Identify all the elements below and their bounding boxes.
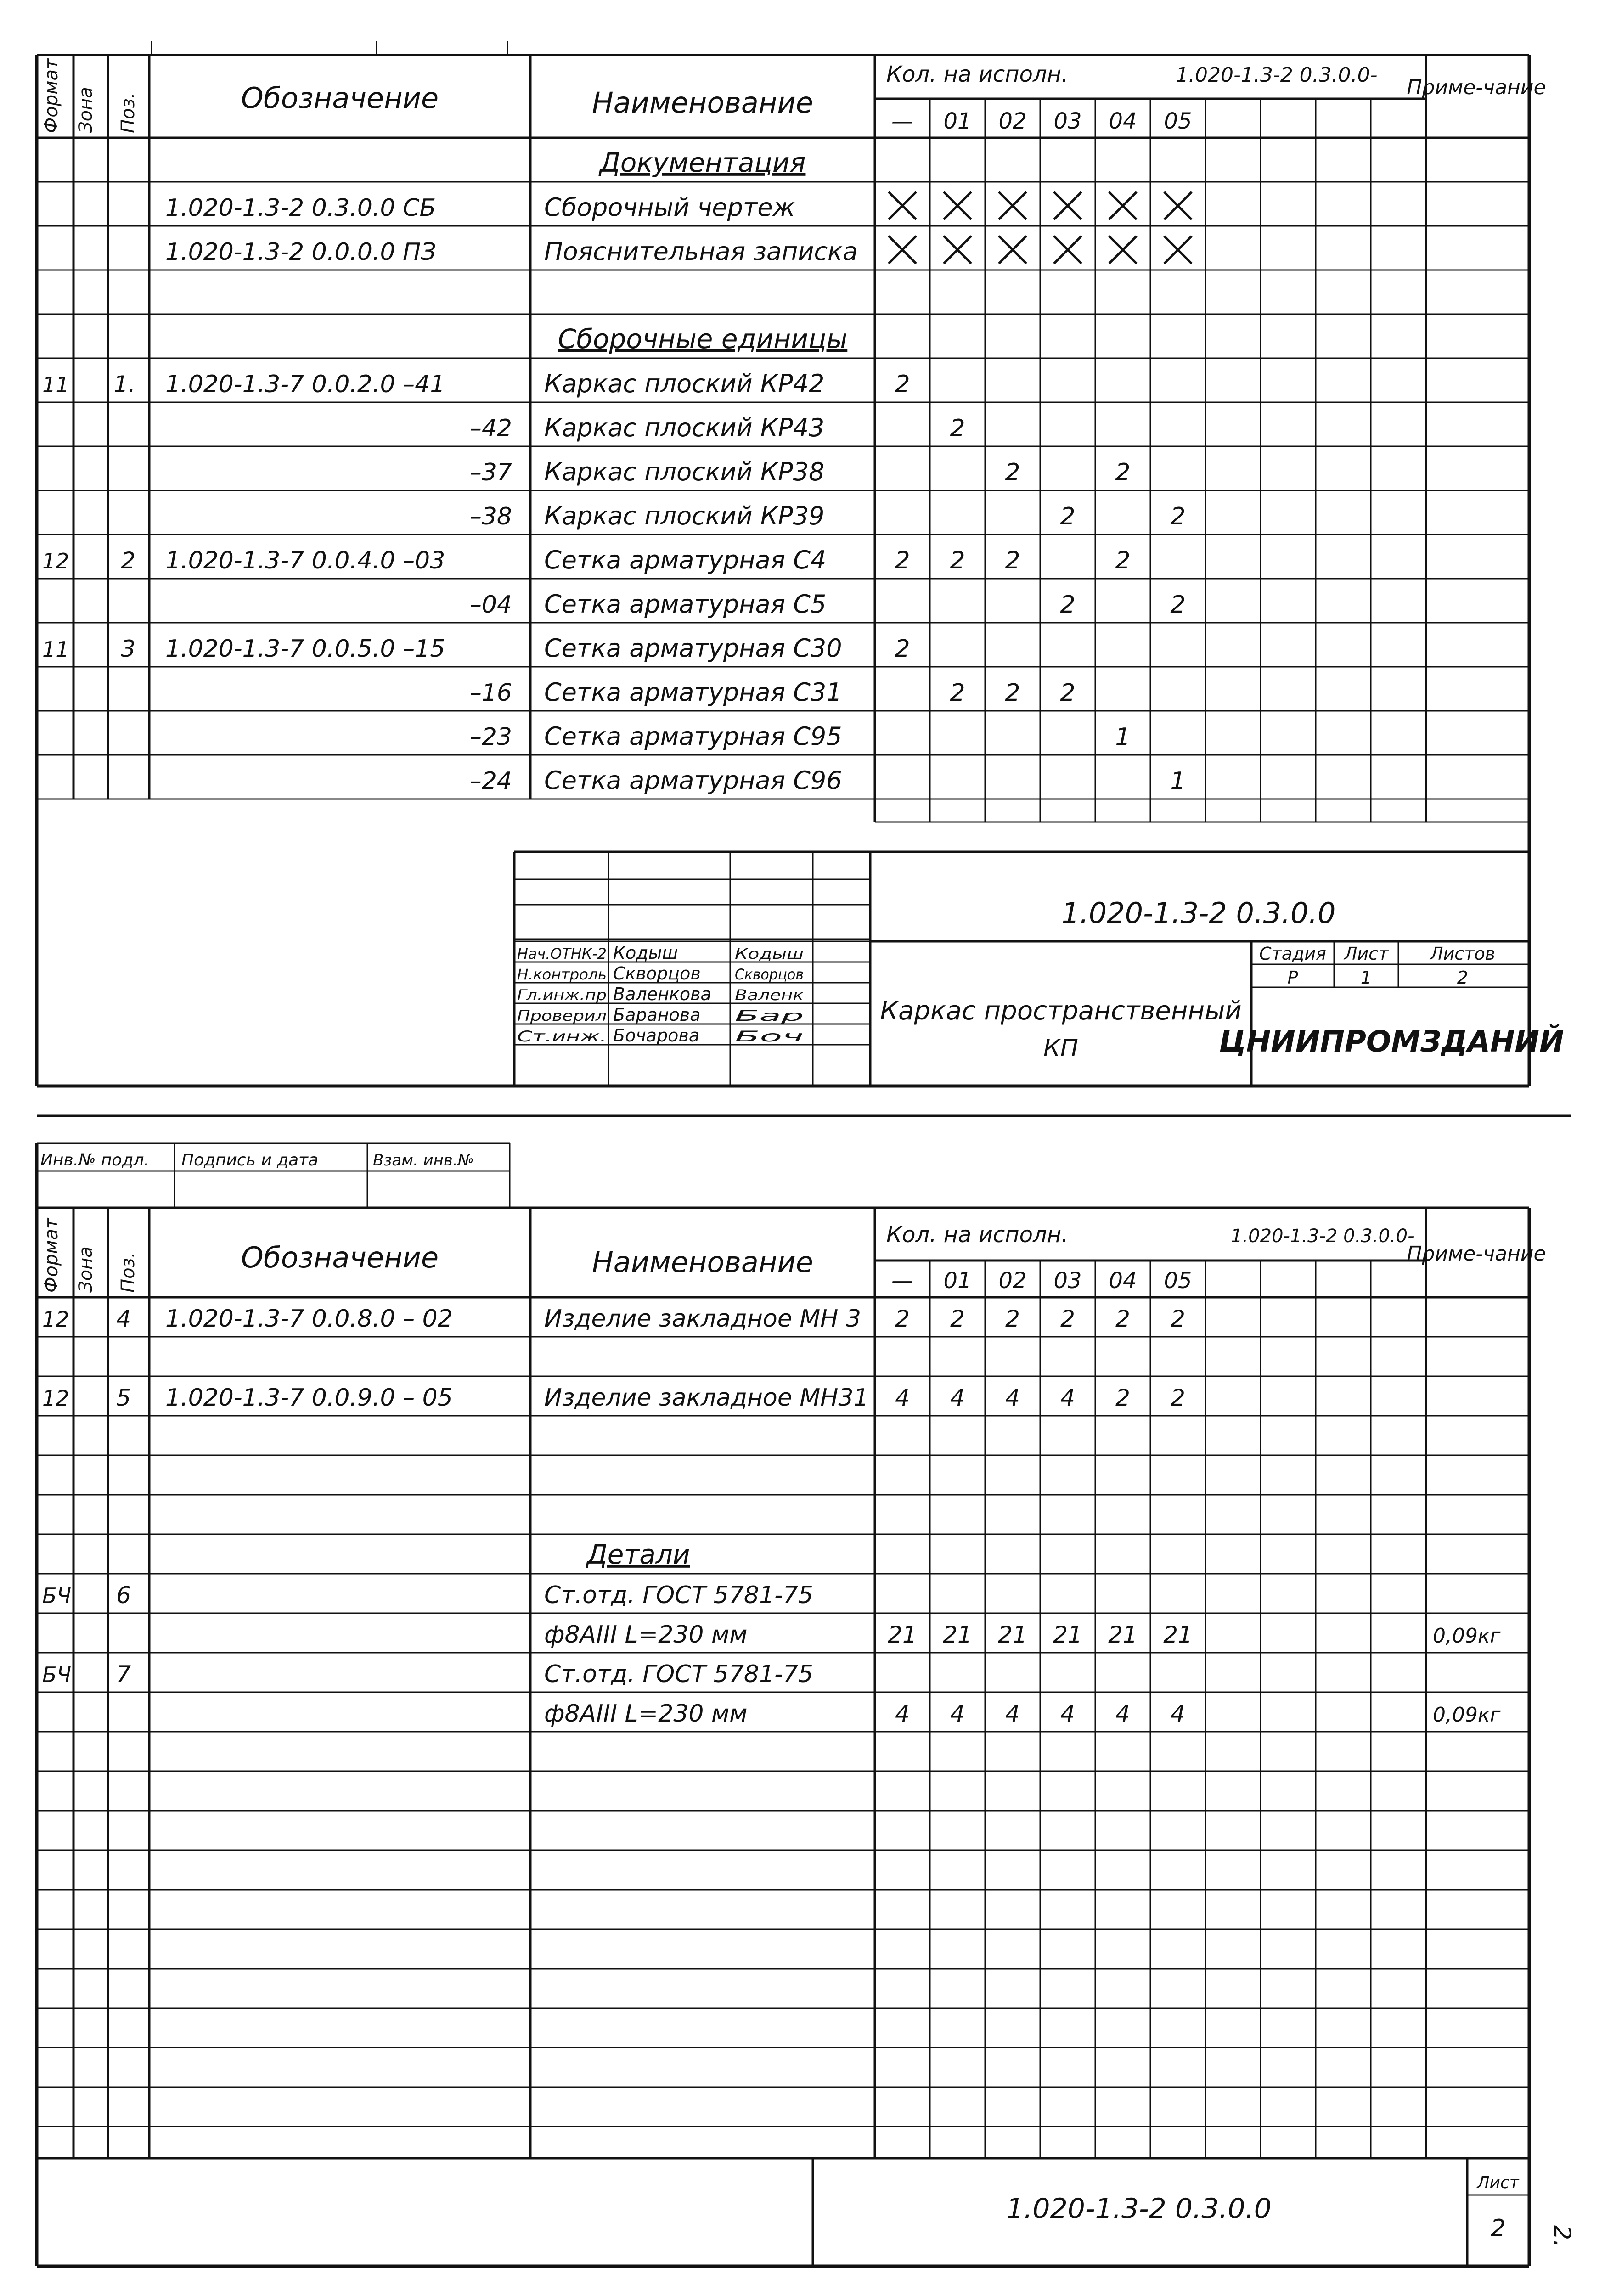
row-name: Сетка арматурная С30 bbox=[544, 634, 842, 663]
row-qty: 4 bbox=[1005, 1700, 1020, 1727]
stamp-role: Гл.инж.пр bbox=[517, 986, 607, 1004]
table-texts bbox=[40, 58, 1576, 2247]
header-name: Наименование bbox=[592, 1245, 813, 1279]
header-name: Наименование bbox=[592, 86, 813, 119]
row-qty: 2 bbox=[1060, 1306, 1075, 1332]
row-qty: 2 bbox=[1005, 679, 1020, 707]
stamp-title-2: КП bbox=[1043, 1035, 1079, 1062]
row-qty: 21 bbox=[943, 1621, 972, 1648]
stamp-role: Н.контроль bbox=[517, 966, 607, 983]
row-pos: 5 bbox=[116, 1384, 131, 1411]
stamp-stage: Р bbox=[1287, 968, 1298, 988]
stamp-org: ЦНИИПРОМЗДАНИЙ bbox=[1219, 1025, 1564, 1059]
row-note: 0,09кг bbox=[1433, 1624, 1501, 1648]
row-qty: 4 bbox=[1060, 1384, 1075, 1411]
stamp-sheet: 2 bbox=[1490, 2215, 1506, 2242]
row-designation: 1.020-1.3-2 0.3.0.0 СБ bbox=[165, 194, 436, 222]
row-qty: 21 bbox=[888, 1621, 917, 1648]
side-sign-label: Подпись и дата bbox=[181, 1151, 319, 1170]
row-qty: 4 bbox=[950, 1700, 965, 1727]
row-format: 12 bbox=[42, 549, 69, 574]
header-variant: 02 bbox=[998, 1268, 1027, 1294]
header-pos: Поз. bbox=[118, 92, 139, 133]
row-qty: 2 bbox=[950, 1306, 965, 1332]
header-designation: Обозначение bbox=[241, 81, 439, 115]
row-designation: –23 bbox=[469, 723, 512, 751]
row-name: Сетка арматурная С96 bbox=[544, 766, 842, 795]
stamp-role: Нач.ОТНК-2 bbox=[517, 945, 607, 962]
row-note: 0,09кг bbox=[1433, 1703, 1501, 1727]
row-qty: 4 bbox=[895, 1700, 910, 1727]
row-name: Каркас плоский КР42 bbox=[544, 369, 825, 398]
row-qty: 2 bbox=[1171, 1306, 1185, 1332]
row-qty: 4 bbox=[1115, 1700, 1130, 1727]
row-name: Сборочный чертеж bbox=[544, 193, 795, 222]
row-qty: 2 bbox=[1171, 1384, 1185, 1411]
header-variant: 01 bbox=[943, 108, 972, 134]
row-designation: –16 bbox=[469, 679, 512, 707]
cross-mark bbox=[1109, 192, 1137, 219]
row-name: Сетка арматурная С5 bbox=[544, 590, 827, 619]
section-heading: Детали bbox=[586, 1539, 690, 1570]
stamp-sheet: 1 bbox=[1360, 968, 1372, 988]
stamp-signature: Валенк bbox=[735, 986, 804, 1004]
row-format: 11 bbox=[42, 637, 69, 662]
header-variant: — bbox=[891, 108, 913, 134]
stamp-role: Проверил bbox=[517, 1007, 607, 1024]
header-format: Формат bbox=[41, 1218, 62, 1293]
row-name: Пояснительная записка bbox=[544, 237, 858, 266]
row-format: 12 bbox=[42, 1386, 69, 1411]
cross-mark bbox=[1054, 192, 1081, 219]
row-qty: 2 bbox=[950, 547, 965, 574]
row-qty: 2 bbox=[1005, 459, 1020, 486]
row-designation: 1.020-1.3-7 0.0.5.0 –15 bbox=[165, 635, 445, 663]
row-qty: 2 bbox=[895, 1306, 910, 1332]
header-note: Приме-чание bbox=[1407, 76, 1546, 99]
side-inv-label: Инв.№ подл. bbox=[40, 1151, 149, 1170]
header-qty: Кол. на исполн. bbox=[886, 62, 1069, 87]
cross-mark bbox=[1164, 192, 1192, 219]
stamp-signature: Боч bbox=[735, 1028, 804, 1045]
row-name: Каркас плоский КР39 bbox=[544, 501, 825, 530]
row-designation: 1.020-1.3-7 0.0.4.0 –03 bbox=[165, 547, 445, 574]
row-qty: 21 bbox=[1053, 1621, 1082, 1648]
header-variant: 02 bbox=[998, 108, 1027, 134]
row-qty: 2 bbox=[1115, 1306, 1130, 1332]
row-qty: 2 bbox=[895, 635, 910, 663]
row-qty: 1 bbox=[1170, 767, 1186, 795]
header-designation: Обозначение bbox=[241, 1241, 439, 1274]
stamp-sheets: 2 bbox=[1457, 968, 1469, 988]
stamp-role: Ст.инж. bbox=[517, 1028, 607, 1045]
header-variant: 05 bbox=[1164, 108, 1192, 134]
row-name: Каркас плоский КР43 bbox=[544, 413, 825, 442]
stamp-person: Баранова bbox=[613, 1005, 701, 1025]
row-qty: 2 bbox=[1170, 503, 1186, 530]
row-name: Каркас плоский КР38 bbox=[544, 457, 825, 486]
side-replace-label: Взам. инв.№ bbox=[373, 1151, 474, 1170]
header-format: Формат bbox=[41, 58, 62, 133]
row-designation: –04 bbox=[469, 591, 512, 619]
cross-mark bbox=[889, 192, 916, 219]
header-variant: 01 bbox=[943, 1268, 972, 1294]
stamp-sheet-label: Лист bbox=[1344, 944, 1389, 964]
row-name: Изделие закладное МН31 bbox=[544, 1384, 869, 1412]
header-variant: 03 bbox=[1053, 108, 1082, 134]
section-heading: Сборочные единицы bbox=[558, 323, 848, 355]
row-designation: 1.020-1.3-7 0.0.8.0 – 02 bbox=[165, 1305, 453, 1333]
row-designation: 1.020-1.3-2 0.0.0.0 ПЗ bbox=[165, 238, 436, 266]
row-qty: 2 bbox=[1170, 591, 1186, 619]
header-qty-doc: 1.020-1.3-2 0.3.0.0- bbox=[1176, 63, 1378, 87]
row-qty: 2 bbox=[1060, 503, 1076, 530]
header-variant: — bbox=[891, 1268, 913, 1294]
row-designation: –38 bbox=[469, 503, 512, 530]
row-qty: 1 bbox=[1115, 723, 1131, 751]
stamp-sheets-label: Листов bbox=[1430, 944, 1495, 964]
stamp-title: Каркас пространственный bbox=[880, 996, 1242, 1026]
section-heading: Документация bbox=[599, 147, 806, 178]
margin-mark: 2. bbox=[1549, 2225, 1576, 2247]
stamp-doc-code: 1.020-1.3-2 0.3.0.0 bbox=[1061, 896, 1336, 930]
cross-mark bbox=[1054, 236, 1081, 264]
row-name: Ст.отд. ГОСТ 5781-75 bbox=[544, 1581, 814, 1609]
row-qty: 4 bbox=[1060, 1700, 1075, 1727]
stamp-signature: Бар bbox=[735, 1007, 804, 1024]
row-qty: 2 bbox=[895, 371, 910, 398]
row-qty: 21 bbox=[1108, 1621, 1138, 1648]
row-qty: 4 bbox=[1005, 1384, 1020, 1411]
header-qty-doc: 1.020-1.3-2 0.3.0.0- bbox=[1231, 1226, 1414, 1247]
row-designation: –42 bbox=[469, 415, 512, 442]
row-name: ф8АIII L=230 мм bbox=[544, 1621, 748, 1649]
row-pos: 6 bbox=[116, 1582, 131, 1609]
header-zone: Зона bbox=[75, 1246, 96, 1293]
row-name: ф8АIII L=230 мм bbox=[544, 1700, 748, 1728]
row-qty: 2 bbox=[1005, 1306, 1020, 1332]
row-pos: 7 bbox=[116, 1661, 131, 1688]
header-qty: Кол. на исполн. bbox=[886, 1222, 1069, 1248]
row-pos: 4 bbox=[116, 1306, 131, 1332]
cross-mark bbox=[889, 236, 916, 264]
row-qty: 2 bbox=[1115, 459, 1131, 486]
row-qty: 4 bbox=[895, 1384, 910, 1411]
stamp-person: Бочарова bbox=[613, 1025, 700, 1046]
row-name: Сетка арматурная С95 bbox=[544, 722, 842, 751]
row-designation: –37 bbox=[469, 459, 512, 486]
header-zone: Зона bbox=[75, 87, 96, 133]
row-qty: 21 bbox=[998, 1621, 1027, 1648]
row-qty: 2 bbox=[1115, 1384, 1130, 1411]
row-qty: 2 bbox=[1060, 679, 1076, 707]
row-qty: 21 bbox=[1163, 1621, 1193, 1648]
row-qty: 2 bbox=[1115, 547, 1131, 574]
stamp-person: Кодыш bbox=[613, 943, 678, 963]
row-qty: 2 bbox=[895, 547, 910, 574]
row-format: 11 bbox=[42, 372, 69, 397]
row-qty: 2 bbox=[950, 415, 965, 442]
row-format: 12 bbox=[42, 1307, 69, 1332]
header-variant: 03 bbox=[1053, 1268, 1082, 1294]
row-qty: 4 bbox=[950, 1384, 965, 1411]
cross-mark bbox=[1109, 236, 1137, 264]
cross-mark bbox=[1164, 236, 1192, 264]
row-format: БЧ bbox=[42, 1662, 72, 1687]
cross-mark bbox=[944, 236, 971, 264]
stamp-stage-label: Стадия bbox=[1259, 944, 1326, 964]
stamp-doc-code: 1.020-1.3-2 0.3.0.0 bbox=[1006, 2193, 1272, 2225]
header-variant: 05 bbox=[1164, 1268, 1192, 1294]
row-format: БЧ bbox=[42, 1583, 72, 1608]
row-designation: 1.020-1.3-7 0.0.9.0 – 05 bbox=[165, 1384, 453, 1412]
stamp-person: Валенкова bbox=[613, 984, 711, 1004]
cross-mark bbox=[944, 192, 971, 219]
row-pos: 3 bbox=[121, 636, 135, 662]
row-designation: –24 bbox=[469, 767, 512, 795]
row-designation: 1.020-1.3-7 0.0.2.0 –41 bbox=[165, 371, 445, 398]
cross-mark bbox=[999, 236, 1026, 264]
header-variant: 04 bbox=[1109, 1268, 1137, 1294]
row-pos: 2 bbox=[121, 547, 135, 574]
row-name: Сетка арматурная С31 bbox=[544, 678, 842, 707]
row-name: Изделие закладное МН 3 bbox=[544, 1305, 861, 1333]
stamp-person: Скворцов bbox=[613, 963, 701, 984]
stamp-signature: Кодыш bbox=[735, 945, 804, 962]
row-name: Ст.отд. ГОСТ 5781-75 bbox=[544, 1660, 814, 1688]
stamp-signature: Скворцов bbox=[735, 966, 804, 983]
row-pos: 1. bbox=[113, 371, 135, 398]
header-variant: 04 bbox=[1109, 108, 1137, 134]
row-qty: 2 bbox=[1060, 591, 1076, 619]
row-qty: 2 bbox=[950, 679, 965, 707]
header-note: Приме-чание bbox=[1407, 1242, 1546, 1266]
row-name: Сетка арматурная С4 bbox=[544, 546, 827, 574]
cross-mark bbox=[999, 192, 1026, 219]
row-qty: 2 bbox=[1005, 547, 1020, 574]
stamp-sheet-label: Лист bbox=[1477, 2173, 1519, 2192]
row-qty: 4 bbox=[1171, 1700, 1185, 1727]
header-pos: Поз. bbox=[118, 1252, 139, 1293]
